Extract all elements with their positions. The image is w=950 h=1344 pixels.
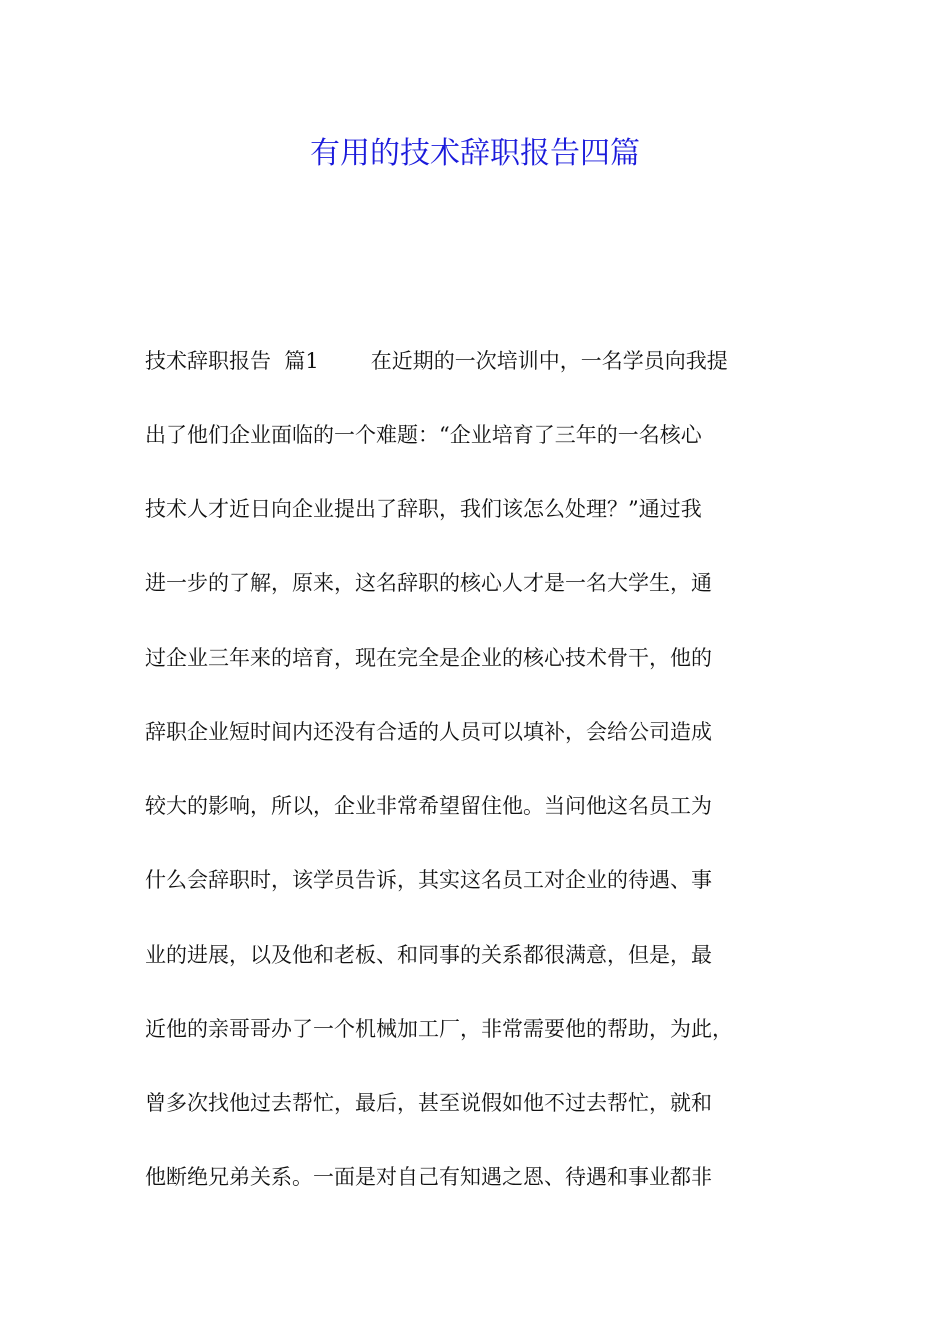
paragraph-line-1-text: 在近期的一次培训中，一名学员向我提	[370, 349, 728, 373]
document-title: 有用的技术辞职报告四篇	[310, 136, 640, 171]
paragraph-line-3: 技术人才近日向企业提出了辞职，我们该怎么处理？”通过我	[145, 497, 702, 521]
paragraph-line-8: 什么会辞职时，该学员告诉，其实这名员工对企业的待遇、事	[145, 868, 712, 892]
paragraph-line-2: 出了他们企业面临的一个难题：“企业培育了三年的一名核心	[145, 423, 702, 447]
paragraph-line-12: 他断绝兄弟关系。一面是对自己有知遇之恩、待遇和事业都非	[145, 1165, 712, 1189]
paragraph-line-1	[145, 346, 728, 376]
section-label: 技术辞职报告 篇1	[145, 349, 319, 373]
paragraph-line-10: 近他的亲哥哥办了一个机械加工厂，非常需要他的帮助，为此，	[145, 1017, 733, 1041]
paragraph-line-6: 辞职企业短时间内还没有合适的人员可以填补，会给公司造成	[145, 720, 712, 744]
paragraph-line-11: 曾多次找他过去帮忙，最后，甚至说假如他不过去帮忙，就和	[145, 1091, 712, 1115]
paragraph-line-4: 进一步的了解，原来，这名辞职的核心人才是一名大学生，通	[145, 571, 712, 595]
paragraph-line-5: 过企业三年来的培育，现在完全是企业的核心技术骨干，他的	[145, 646, 712, 670]
paragraph-line-9: 业的进展，以及他和老板、和同事的关系都很满意，但是，最	[145, 943, 712, 967]
paragraph-line-7: 较大的影响，所以，企业非常希望留住他。当问他这名员工为	[145, 794, 712, 818]
